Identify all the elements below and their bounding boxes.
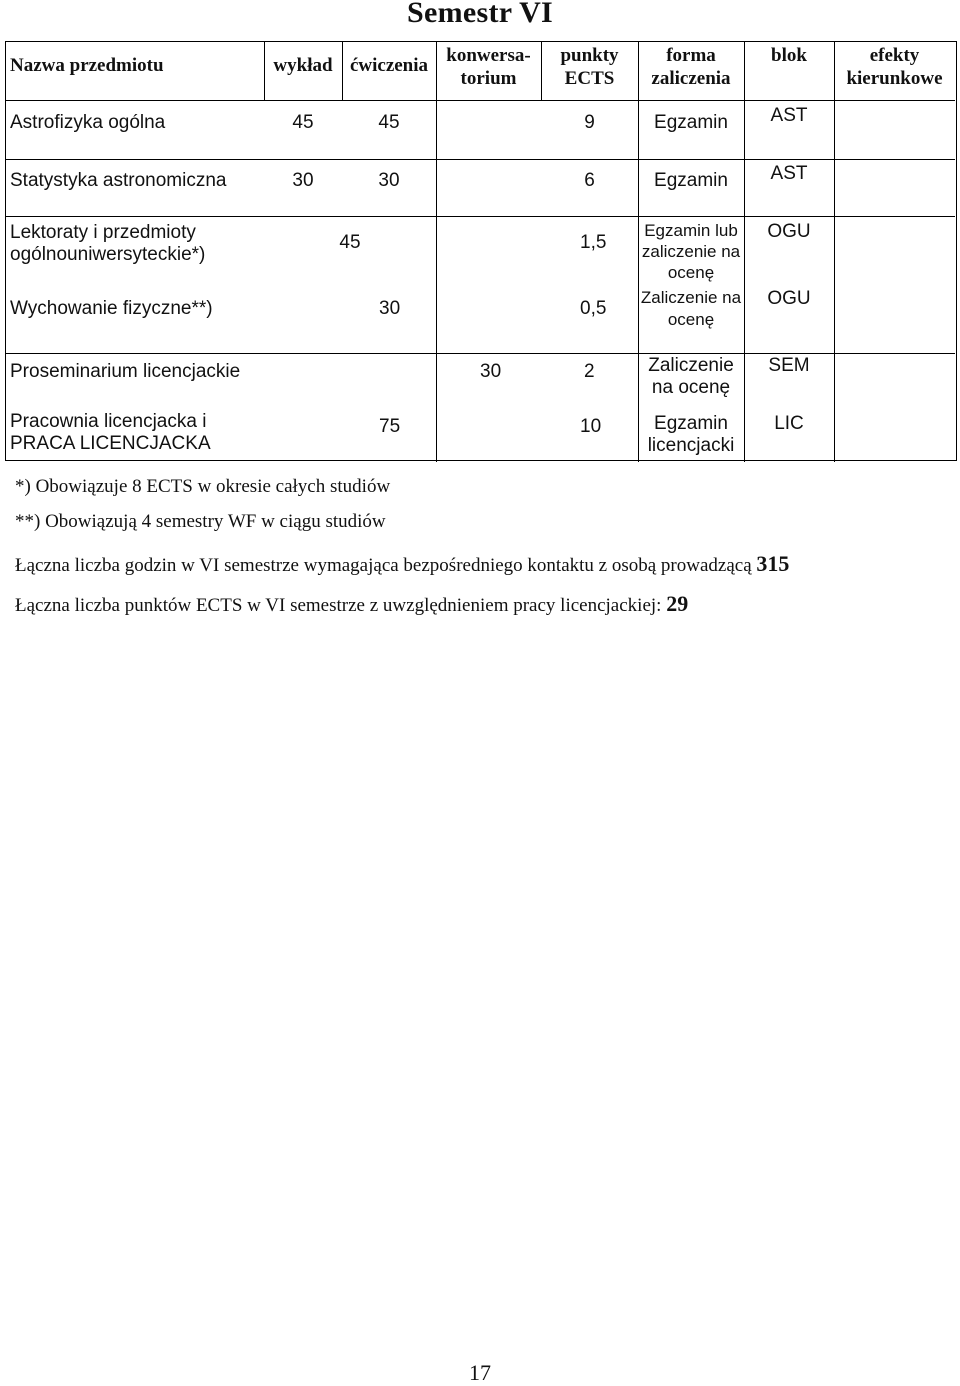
row6-name-line1: Pracownia licencjacka i xyxy=(10,411,207,432)
row5-form-line1: Zaliczenie xyxy=(648,355,734,376)
footnote-wf: **) Obowiązują 4 semestry WF w ciągu studiów xyxy=(15,511,386,532)
summary-hours-value: 315 xyxy=(756,551,790,576)
row1-block: AST xyxy=(770,105,808,126)
header-name: Nazwa przedmiotu xyxy=(10,55,164,76)
grid-line xyxy=(834,42,835,462)
row4-name: Wychowanie fizyczne**) xyxy=(10,298,213,319)
row4-form-line1: Zaliczenie na xyxy=(640,288,742,307)
summary-ects xyxy=(15,591,688,617)
row5-form-line2: na ocenę xyxy=(651,377,731,398)
row3-name-line2: ogólnouniwersyteckie*) xyxy=(10,244,206,265)
summary-hours-text: Łączna liczba godzin w VI semestrze wymagająca bezpośredniego kontaktu z osobą prowadzącą xyxy=(15,555,752,576)
grid-line xyxy=(6,159,955,160)
row1-lecture: 45 xyxy=(292,112,314,133)
grid-line xyxy=(6,353,955,354)
row6-form-line2: licencjacki xyxy=(647,435,735,456)
row2-exercises: 30 xyxy=(378,170,400,191)
row2-block: AST xyxy=(770,163,808,184)
row5-hours: 30 xyxy=(480,361,502,382)
row3-name-line1: Lektoraty i przedmioty xyxy=(10,222,196,243)
summary-hours xyxy=(15,551,789,577)
row5-name: Proseminarium licencjackie xyxy=(10,361,241,382)
row1-name: Astrofizyka ogólna xyxy=(10,112,166,133)
row6-block: LIC xyxy=(774,413,804,434)
row6-form-line1: Egzamin xyxy=(654,413,728,434)
header-block: blok xyxy=(771,45,807,66)
row5-block: SEM xyxy=(768,355,810,376)
row2-form: Egzamin xyxy=(654,170,728,191)
header-ects-line1: punkty xyxy=(560,45,619,66)
row4-hours: 30 xyxy=(379,298,401,319)
row3-hours: 45 xyxy=(339,232,361,253)
row1-ects: 9 xyxy=(584,112,595,133)
header-form-line2: zaliczenia xyxy=(651,68,731,89)
grid-line xyxy=(6,100,955,101)
header-seminar-line2: torium xyxy=(460,68,517,89)
grid-line xyxy=(6,216,955,217)
row3-ects: 1,5 xyxy=(580,232,607,253)
header-exercises: ćwiczenia xyxy=(349,55,429,76)
row3-form-line2: zaliczenie na xyxy=(641,242,741,261)
summary-ects-value: 29 xyxy=(666,591,689,616)
header-seminar-line1: konwersa- xyxy=(446,45,531,66)
row1-form: Egzamin xyxy=(654,112,728,133)
page-title: Semestr VI xyxy=(406,0,554,29)
grid-line xyxy=(436,42,437,462)
row6-name-line2: PRACA LICENCJACKA xyxy=(10,433,211,454)
row3-form-line3: ocenę xyxy=(667,263,715,282)
row4-block: OGU xyxy=(767,288,811,309)
row3-block: OGU xyxy=(767,221,811,242)
row4-ects: 0,5 xyxy=(580,298,607,319)
row2-ects: 6 xyxy=(584,170,595,191)
footnote-ogu: *) Obowiązuje 8 ECTS w okresie całych studiów xyxy=(15,476,391,497)
row2-name: Statystyka astronomiczna xyxy=(10,170,227,191)
summary-ects-text: Łączna liczba punktów ECTS w VI semestrze z uwzględnieniem pracy licencjackiej: xyxy=(15,595,662,616)
header-outcomes-line2: kierunkowe xyxy=(846,68,943,89)
page-number: 17 xyxy=(469,1360,491,1385)
header-outcomes-line1: efekty xyxy=(869,45,920,66)
header-form-line1: forma xyxy=(666,45,716,66)
header-lecture: wykład xyxy=(273,55,333,76)
row6-hours: 75 xyxy=(379,416,401,437)
row3-form-line1: Egzamin lub xyxy=(644,221,738,240)
header-ects-line2: ECTS xyxy=(564,68,615,89)
row5-ects: 2 xyxy=(584,361,595,382)
row1-exercises: 45 xyxy=(378,112,400,133)
row2-lecture: 30 xyxy=(292,170,314,191)
row6-ects: 10 xyxy=(580,416,602,437)
row4-form-line2: ocenę xyxy=(667,310,715,329)
course-table xyxy=(5,41,957,461)
